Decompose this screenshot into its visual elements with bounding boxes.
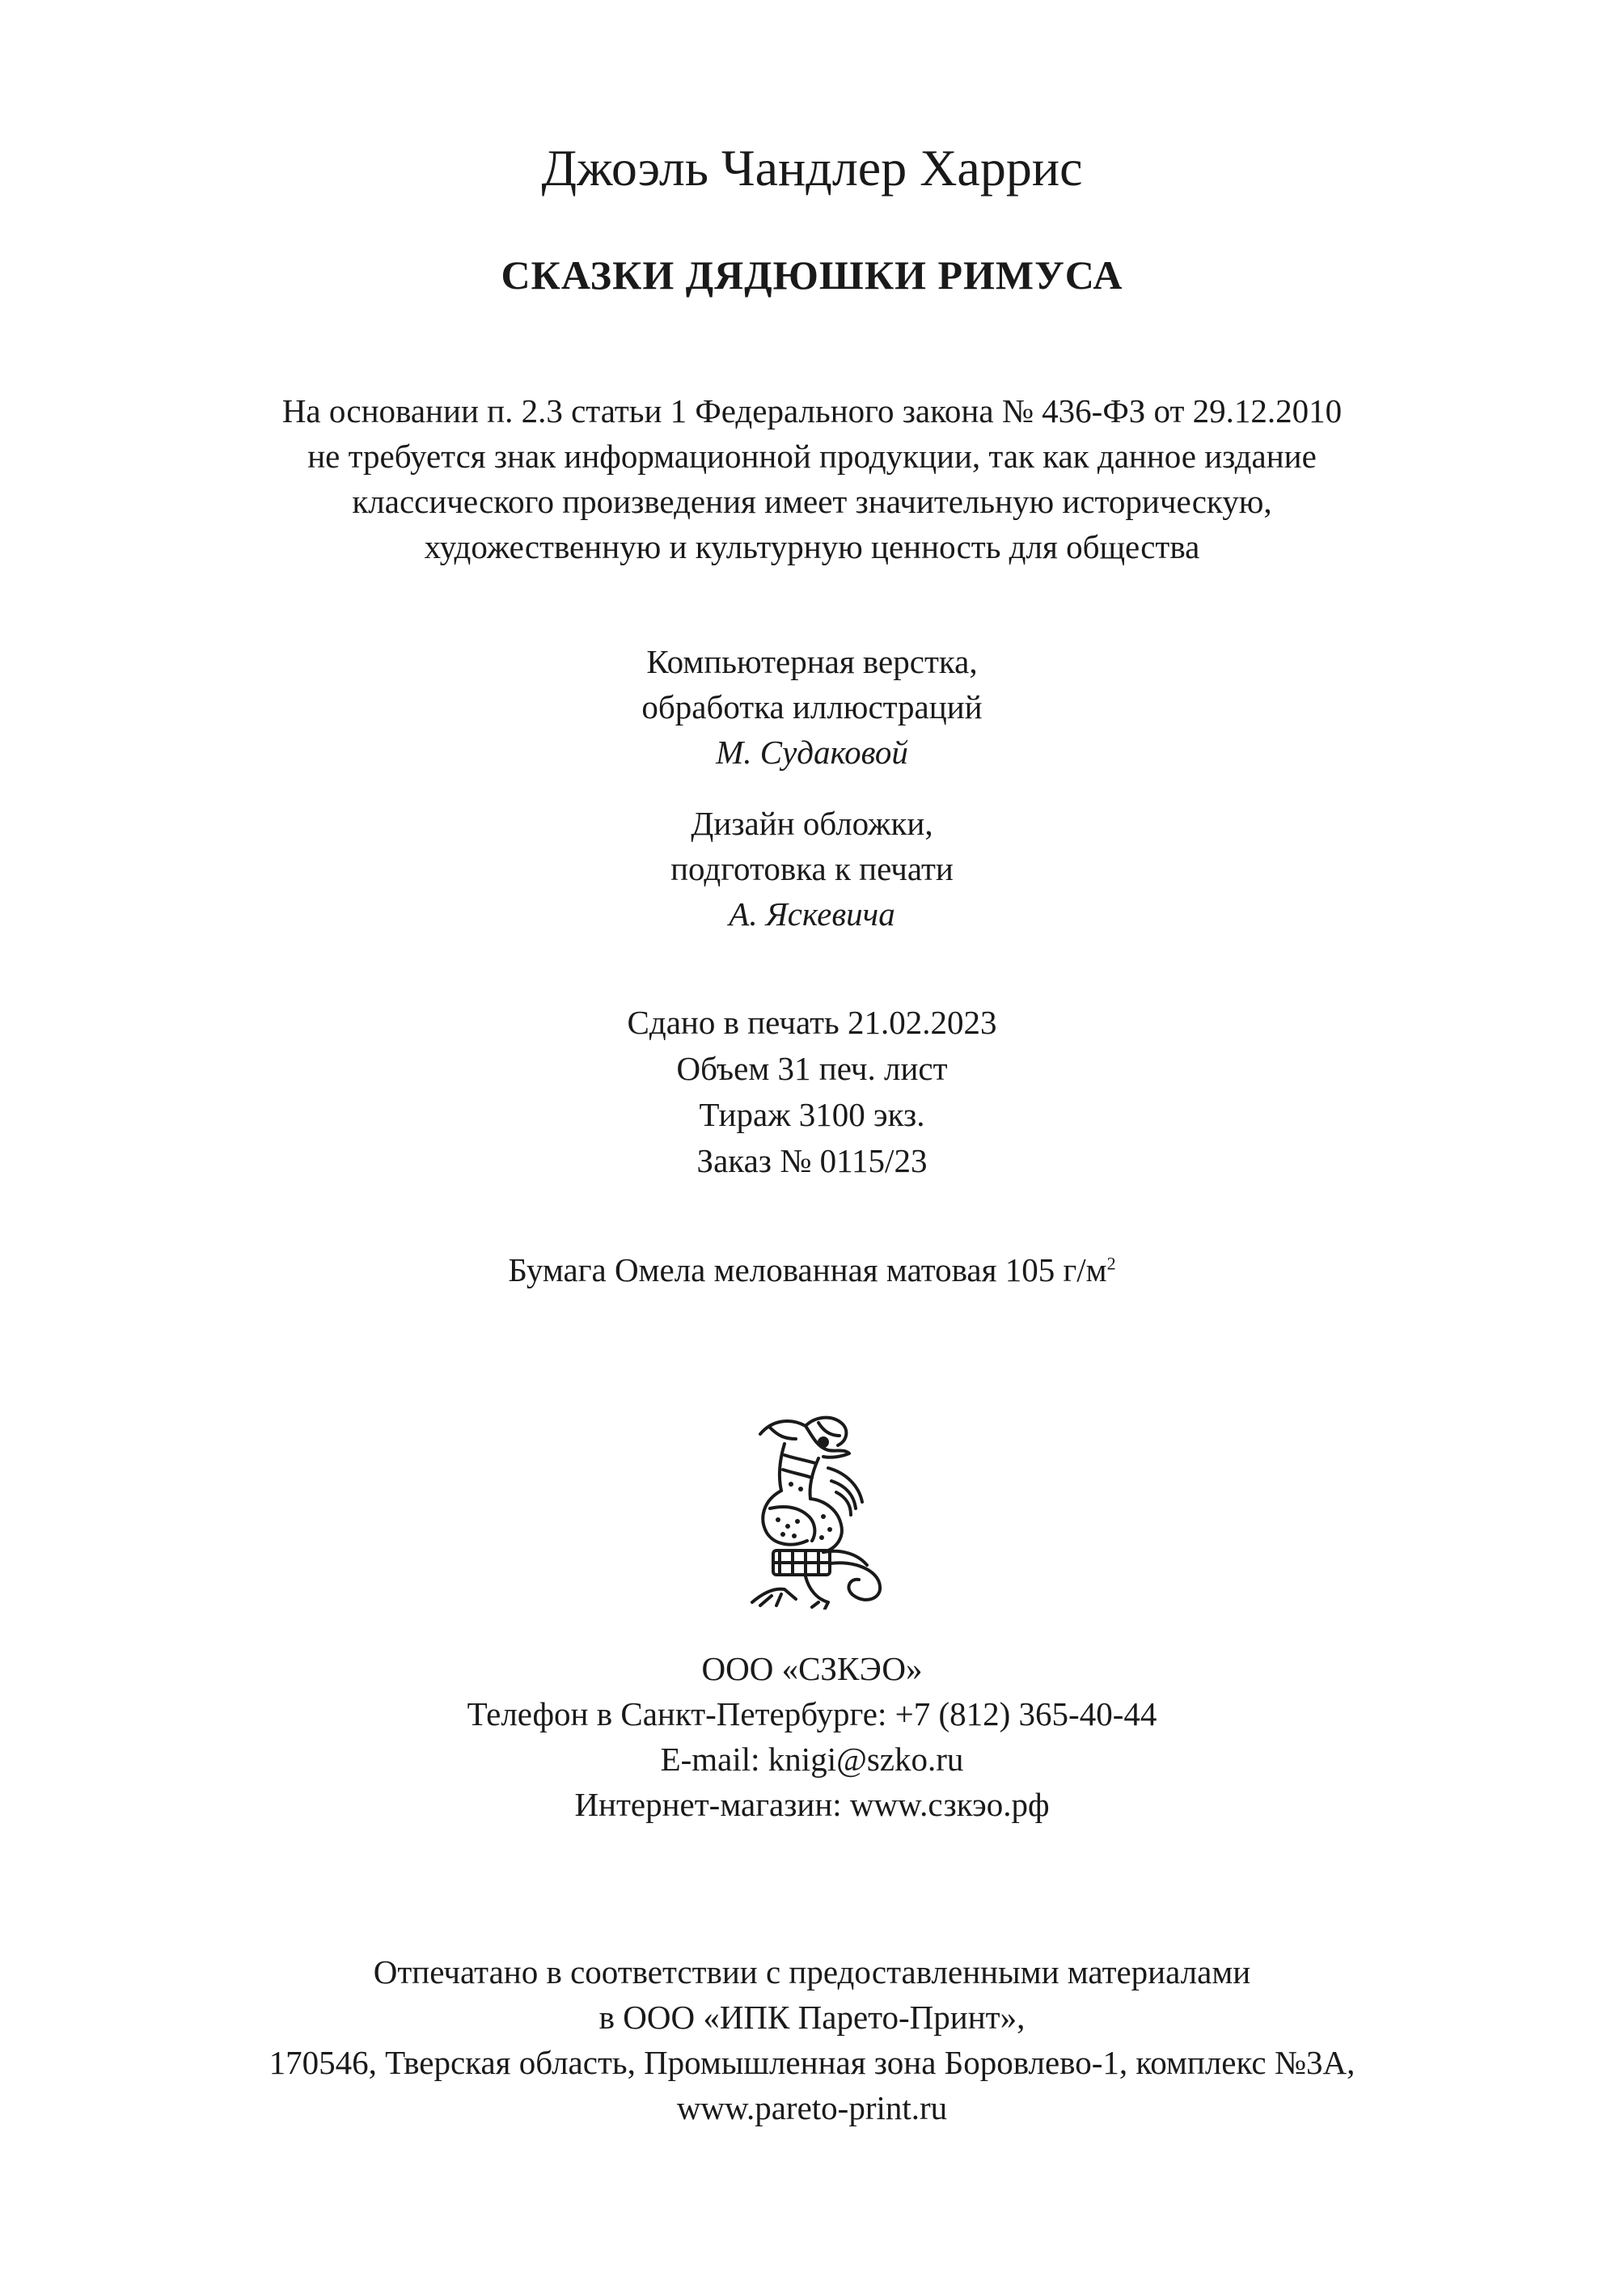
publisher-name: ООО «СЗКЭО» bbox=[701, 1650, 923, 1687]
printer-address: 170546, Тверская область, Промышленная зона Боровлево-1, комплекс №3А, bbox=[269, 2044, 1355, 2081]
legal-line: На основании п. 2.3 статьи 1 Федерального закона № 436-ФЗ от 29.12.2010 bbox=[281, 392, 1343, 429]
publisher-website: Интернет-магазин: www.сзкэо.рф bbox=[574, 1786, 1050, 1823]
publisher-info bbox=[0, 1646, 1624, 1827]
author-name bbox=[0, 136, 1624, 201]
book-title bbox=[0, 249, 1624, 301]
publisher-phone: Телефон в Санкт-Петербурге: +7 (812) 365-40-44 bbox=[467, 1695, 1157, 1732]
credit-person: М. Судаковой bbox=[716, 734, 908, 771]
printer-line: в ООО «ИПК Парето-Принт», bbox=[598, 1999, 1026, 2036]
print-info-line: Тираж 3100 экз. bbox=[699, 1096, 925, 1133]
printer-line: Отпечатано в соответствии с предоставленными материалами bbox=[373, 1953, 1251, 1991]
credit-cover-design bbox=[0, 801, 1624, 937]
credit-role-line: Компьютерная верстка, bbox=[646, 643, 978, 680]
credit-role-line: обработка иллюстраций bbox=[641, 688, 983, 726]
credit-layout bbox=[0, 639, 1624, 775]
legal-notice bbox=[0, 388, 1624, 569]
print-info-line: Сдано в печать 21.02.2023 bbox=[627, 1004, 997, 1041]
legal-line: художественную и культурную ценность для общества bbox=[424, 528, 1200, 565]
dragon-griffin-emblem-icon bbox=[728, 1411, 898, 1610]
credit-role-line: подготовка к печати bbox=[670, 850, 954, 887]
paper-superscript: 2 bbox=[1106, 1253, 1116, 1274]
print-info-line: Объем 31 печ. лист bbox=[676, 1050, 948, 1087]
printer-website: www.pareto-print.ru bbox=[676, 2089, 948, 2126]
publisher-email: E-mail: knigi@szko.ru bbox=[660, 1741, 964, 1778]
paper-text: Бумага Омела мелованная матовая 105 г/м bbox=[508, 1251, 1107, 1288]
printer-info bbox=[0, 1949, 1624, 2130]
print-info-line: Заказ № 0115/23 bbox=[696, 1142, 928, 1179]
author-line: Джоэль Чандлер Харрис bbox=[541, 139, 1083, 197]
paper-info bbox=[0, 1247, 1624, 1292]
paper-line bbox=[0, 1247, 1624, 1292]
legal-line: не требуется знак информационной продукции, так как данное издание bbox=[307, 438, 1317, 475]
legal-line: классического произведения имеет значительную историческую, bbox=[352, 483, 1272, 520]
print-info bbox=[0, 1000, 1624, 1184]
credit-role-line: Дизайн обложки, bbox=[691, 805, 933, 842]
credit-person: А. Яскевича bbox=[729, 895, 895, 933]
title-line: СКАЗКИ ДЯДЮШКИ РИМУСА bbox=[501, 252, 1123, 298]
